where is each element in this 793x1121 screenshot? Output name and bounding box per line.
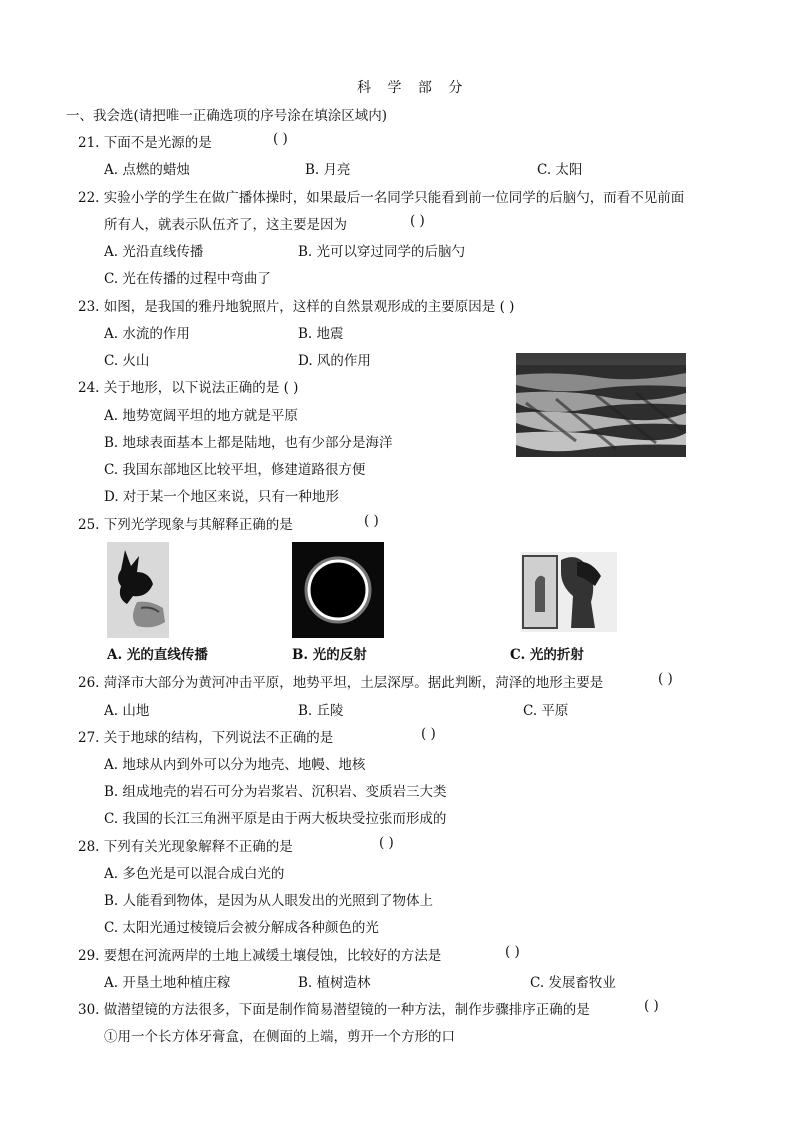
question-23 bbox=[78, 295, 514, 315]
question-stem: 菏泽市大部分为黄河冲击平原，地势平坦，土层深厚。据此判断，菏泽的地形主要是 bbox=[103, 675, 604, 691]
option-c: C. 我国的长江三角洲平原是由于两大板块受拉张而形成的 bbox=[104, 811, 447, 827]
answer-paren: ( ) bbox=[421, 726, 436, 742]
option-b: B. 地球表面基本上都是陆地，也有少部分是海洋 bbox=[104, 435, 393, 451]
answer-paren: ( ) bbox=[658, 671, 673, 687]
question-stem-continued: 所有人，就表示队伍齐了，这主要是因为 bbox=[104, 217, 347, 233]
question-number: 23. bbox=[78, 299, 100, 315]
question-number: 22. bbox=[78, 190, 100, 206]
option-c: C. 太阳光通过棱镜后会被分解成各种颜色的光 bbox=[104, 920, 379, 936]
answer-paren: ( ) bbox=[499, 299, 515, 315]
option-a: A. 多色光是可以混合成白光的 bbox=[104, 866, 285, 882]
question-number: 21. bbox=[78, 135, 100, 151]
question-stem: 关于地球的结构，下列说法不正确的是 bbox=[103, 730, 334, 746]
answer-paren: ( ) bbox=[273, 131, 288, 147]
option-b: B. 组成地壳的岩石可分为岩浆岩、沉积岩、变质岩三大类 bbox=[104, 784, 447, 800]
answer-paren: ( ) bbox=[644, 998, 659, 1014]
option-a: A. 开垦土地种植庄稼 bbox=[104, 975, 231, 991]
option-b: B. 植树造林 bbox=[298, 975, 371, 991]
option-a: A. 山地 bbox=[104, 703, 150, 719]
answer-paren: ( ) bbox=[283, 380, 299, 396]
image-caption-b: B. 光的反射 bbox=[292, 647, 367, 663]
option-d: D. 风的作用 bbox=[298, 353, 371, 369]
option-b: B. 光可以穿过同学的后脑勺 bbox=[298, 244, 466, 260]
option-c: C. 平原 bbox=[523, 703, 569, 719]
question-21 bbox=[78, 131, 212, 151]
question-stem: 关于地形，以下说法正确的是 bbox=[103, 380, 280, 396]
option-b: B. 丘陵 bbox=[298, 703, 344, 719]
question-number: 26. bbox=[78, 675, 100, 691]
solar-eclipse-photo bbox=[292, 542, 384, 638]
question-stem: 实验小学的学生在做广播体操时，如果最后一名同学只能看到前一位同学的后脑勺，而看不见前面 bbox=[103, 190, 685, 206]
option-c: C. 太阳 bbox=[537, 162, 583, 178]
image-caption-a: A. 光的直线传播 bbox=[107, 647, 208, 663]
option-b: B. 人能看到物体，是因为从人眼发出的光照到了物体上 bbox=[104, 893, 434, 909]
question-24 bbox=[78, 376, 298, 396]
question-number: 27. bbox=[78, 730, 100, 746]
answer-paren: ( ) bbox=[410, 213, 425, 229]
answer-paren: ( ) bbox=[379, 835, 394, 851]
question-stem: 如图，是我国的雅丹地貌照片，这样的自然景观形成的主要原因是 bbox=[103, 299, 496, 315]
option-c: C. 光在传播的过程中弯曲了 bbox=[104, 271, 271, 287]
question-25 bbox=[78, 513, 293, 533]
option-c: C. 火山 bbox=[104, 353, 150, 369]
option-b: B. 月亮 bbox=[305, 162, 351, 178]
question-stem: 下面不是光源的是 bbox=[103, 135, 212, 151]
question-stem: 做潜望镜的方法很多，下面是制作简易潜望镜的一种方法，制作步骤排序正确的是 bbox=[103, 1002, 590, 1018]
answer-paren: ( ) bbox=[364, 513, 379, 529]
question-stem: 下列有关光现象解释不正确的是 bbox=[103, 839, 293, 855]
question-27 bbox=[78, 726, 333, 746]
question-29 bbox=[78, 944, 441, 964]
question-stem: 下列光学现象与其解释正确的是 bbox=[103, 517, 293, 533]
question-number: 25. bbox=[78, 517, 100, 533]
question-number: 28. bbox=[78, 839, 100, 855]
option-a: A. 光沿直线传播 bbox=[104, 244, 204, 260]
option-b: B. 地震 bbox=[298, 326, 344, 342]
section-heading: 一、我会选(请把唯一正确选项的序号涂在填涂区域内) bbox=[66, 108, 388, 124]
yardang-landform-photo bbox=[516, 353, 686, 457]
question-30 bbox=[78, 998, 590, 1018]
option-c: C. 发展畜牧业 bbox=[530, 975, 616, 991]
question-22 bbox=[78, 186, 684, 206]
option-a: A. 地球从内到外可以分为地壳、地幔、地核 bbox=[104, 757, 366, 773]
option-a: A. 点燃的蜡烛 bbox=[104, 162, 190, 178]
option-c: C. 我国东部地区比较平坦，修建道路很方便 bbox=[104, 462, 366, 478]
step-1: ①用一个长方体牙膏盒，在侧面的上端，剪开一个方形的口 bbox=[104, 1029, 455, 1045]
question-number: 30. bbox=[78, 1002, 100, 1018]
question-28 bbox=[78, 835, 293, 855]
question-stem: 要想在河流两岸的土地上减缓土壤侵蚀，比较好的方法是 bbox=[103, 948, 442, 964]
question-26 bbox=[78, 671, 603, 691]
option-d: D. 对于某一个地区来说，只有一种地形 bbox=[104, 489, 339, 505]
option-a: A. 地势宽阔平坦的地方就是平原 bbox=[104, 408, 298, 424]
option-a: A. 水流的作用 bbox=[104, 326, 190, 342]
question-number: 29. bbox=[78, 948, 100, 964]
mirror-reflection-photo bbox=[521, 552, 617, 632]
question-number: 24. bbox=[78, 380, 100, 396]
image-caption-c: C. 光的折射 bbox=[510, 647, 584, 663]
page-title: 科 学 部 分 bbox=[357, 80, 469, 96]
answer-paren: ( ) bbox=[505, 944, 520, 960]
hand-shadow-photo bbox=[107, 542, 169, 638]
